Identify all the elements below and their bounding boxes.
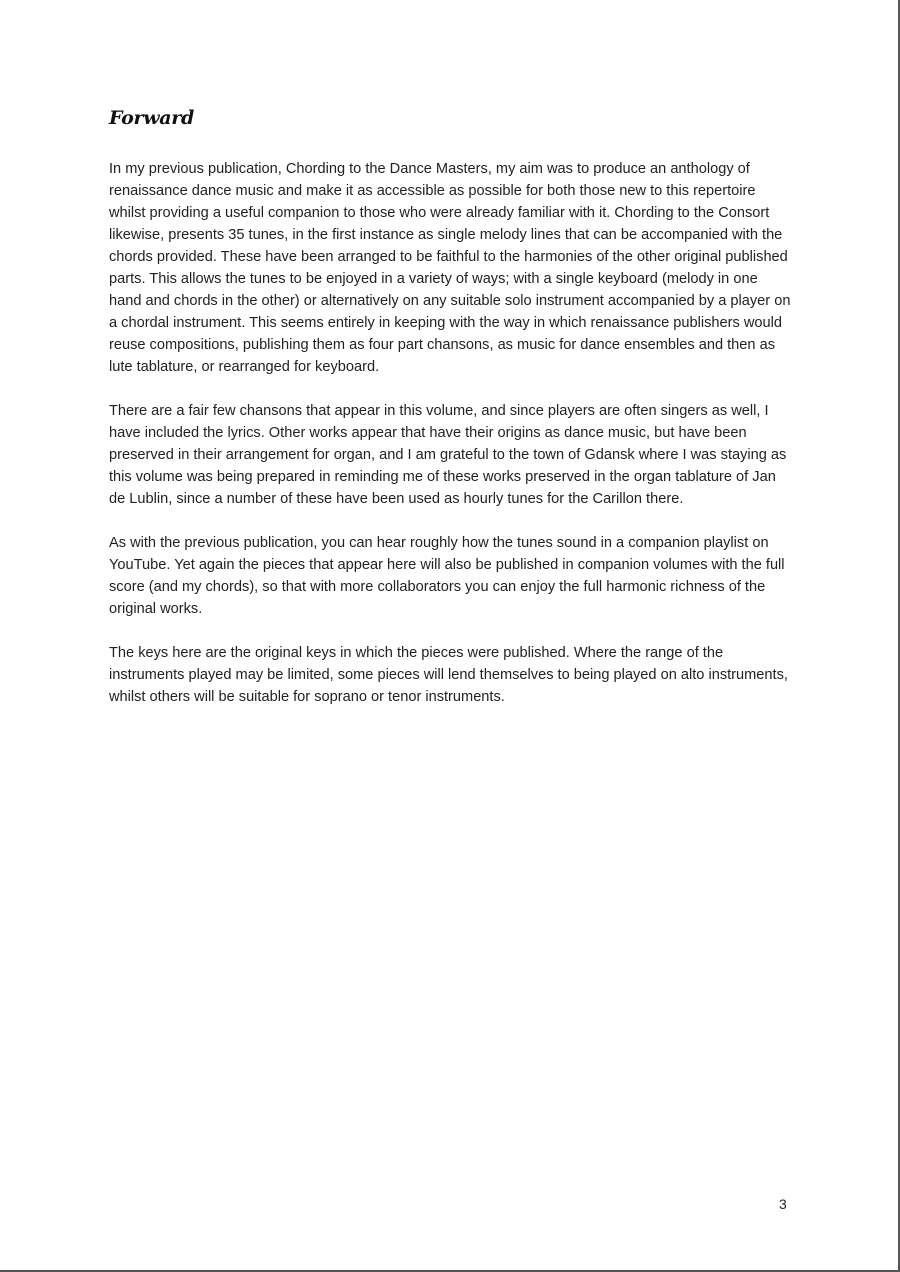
body-text	[109, 158, 793, 730]
page-number: 3	[779, 1196, 787, 1212]
paragraph-4: The keys here are the original keys in which the pieces were published. Where the range of the instruments played may be limited, some pieces will lend themselves to being played on alto instruments, whilst others will be suitable for soprano or tenor instruments.	[109, 645, 788, 705]
paragraph-3: As with the previous publication, you can hear roughly how the tunes sound in a companion playlist on YouTube. Yet again the pieces that appear here will also be published in companion volumes with the full score (and my chords), so that with more collaborators you can enjoy the full harmonic richness of the original works.	[109, 535, 785, 617]
paragraph-1: In my previous publication, Chording to the Dance Masters, my aim was to produce an anthology of renaissance dance music and make it as accessible as possible for both those new to this repertoire whilst providing a useful companion to those who were already familiar with it. Chording to the Consort likewise, presents 35 tunes, in the first instance as single melody lines that can be accompanied with the chords provided. These have been arranged to be faithful to the harmonies of the other original published parts. This allows the tunes to be enjoyed in a variety of ways; with a single keyboard (melody in one hand and chords in the other) or alternatively on any suitable solo instrument accompanied by a player on a chordal instrument. This seems entirely in keeping with the way in which renaissance publishers would reuse compositions, publishing them as four part chansons, as music for dance ensembles and then as lute tablature, or rearranged for keyboard.	[109, 161, 791, 375]
section-heading: Forward	[109, 107, 194, 129]
paragraph-2: There are a fair few chansons that appear in this volume, and since players are often singers as well, I have included the lyrics. Other works appear that have their origins as dance music, but have been preserved in their arrangement for organ, and I am grateful to the town of Gdansk where I was staying as this volume was being prepared in reminding me of these works preserved in the organ tablature of Jan de Lublin, since a number of these have been used as hourly tunes for the Carillon there.	[109, 403, 787, 507]
